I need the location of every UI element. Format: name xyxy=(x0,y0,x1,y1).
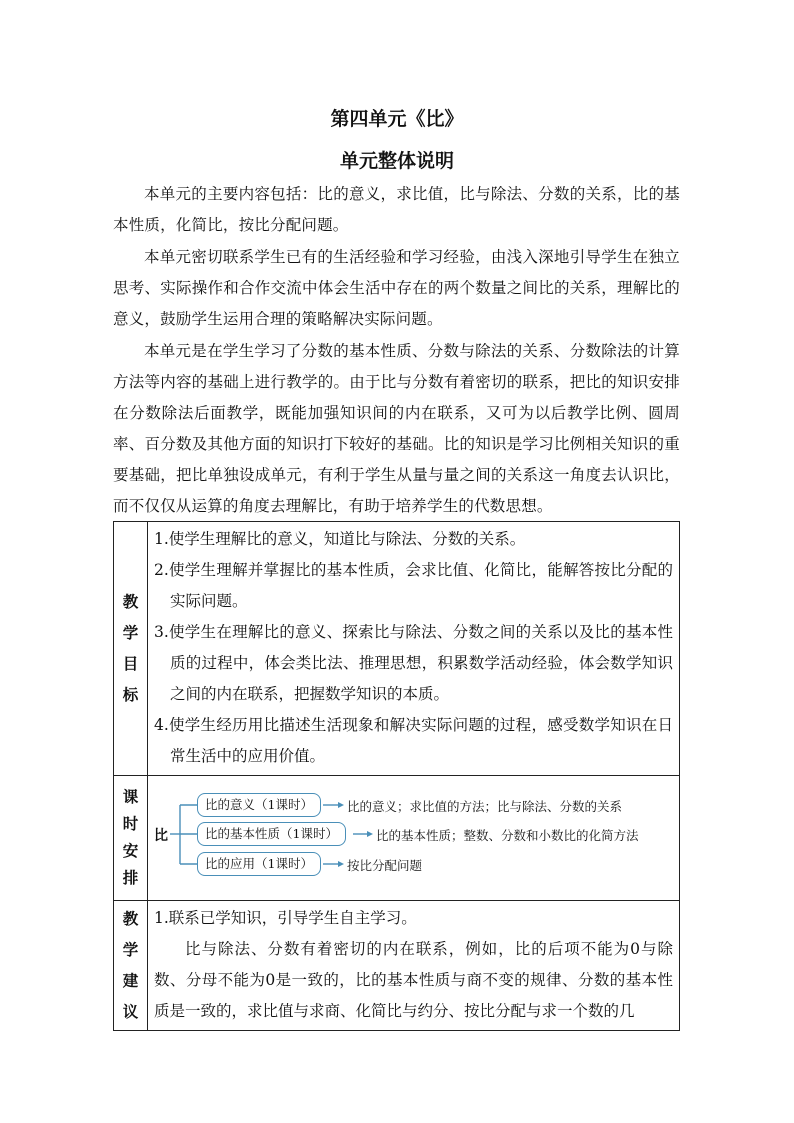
suggestion-text: 比与除法、分数有着密切的内在联系，例如，比的后项不能为0与除数、分母不能为0是一致的，比的基本性质与商不变的规律、分数的基本性质是一致的，求比值与求商、化简比与约分、按比分配与求一个数的几 xyxy=(154,940,673,1020)
goals-label xyxy=(114,522,148,776)
goal-item: 2.使学生理解并掌握比的基本性质，会求比值、化简比，能解答按比分配的实际问题。 xyxy=(154,561,673,610)
goals-row xyxy=(114,522,680,776)
suggestions-label xyxy=(114,901,148,1031)
intro-paragraph: 本单元密切联系学生已有的生活经验和学习经验，由浅入深地引导学生在独立思考、实际操作和合作交流中体会生活中存在的两个数量之间比的关系，理解比的意义，鼓励学生运用合理的策略解决实际问题。 xyxy=(113,248,680,328)
page-title: 第四单元《比》 xyxy=(330,108,464,130)
schedule-cell xyxy=(148,776,680,901)
schedule-label xyxy=(114,776,148,901)
goal-item: 3.使学生在理解比的意义、探索比与除法、分数之间的关系以及比的基本性质的过程中，体会类比法、推理思想，积累数学活动经验，体会数学知识之间的内在联系，把握数学知识的本质。 xyxy=(154,623,673,703)
lesson-box: 比的应用（1课时） xyxy=(197,852,321,876)
unit-plan-table xyxy=(113,521,680,1031)
intro-paragraph: 本单元是在学生学习了分数的基本性质、分数与除法的关系、分数除法的计算方法等内容的基础上进行教学的。由于比与分数有着密切的联系，把比的知识安排在分数除法后面教学，既能加强知识间的内在联系，又可为以后教学比例、圆周率、百分数及其他方面的知识打下较好的基础。比的知识是学习比例相关知识的重要基础，把比单独设成单元，有利于学生从量与量之间的关系这一角度去认识比，而不仅仅从运算的角度去理解比，有助于培养学生的代数思想。 xyxy=(113,342,680,515)
lesson-box: 比的基本性质（1课时） xyxy=(197,822,346,846)
section-title: 单元整体说明 xyxy=(339,150,454,172)
lesson-box: 比的意义（1课时） xyxy=(197,793,321,817)
goal-item: 4.使学生经历用比描述生活现象和解决实际问题的过程，感受数学知识在日常生活中的应用价值。 xyxy=(154,716,673,765)
suggestions-cell xyxy=(148,901,680,1031)
lesson-description: 按比分配问题 xyxy=(347,858,423,873)
schedule-row xyxy=(114,776,680,901)
lesson-description: 比的基本性质；整数、分数和小数比的化简方法 xyxy=(376,828,639,843)
goals-label-text: 教学目标 xyxy=(122,592,139,704)
goals-cell xyxy=(148,522,680,776)
suggestion-heading: 1.联系已学知识，引导学生自主学习。 xyxy=(154,909,417,927)
schedule-label-text: 课时安排 xyxy=(122,788,139,887)
intro-paragraph: 本单元的主要内容包括：比的意义，求比值，比与除法、分数的关系，比的基本性质，化简比，按比分配问题。 xyxy=(113,185,680,234)
lesson-description: 比的意义；求比值的方法；比与除法、分数的关系 xyxy=(347,799,623,814)
suggestions-label-text: 教学建议 xyxy=(122,909,139,1021)
schedule-root: 比 xyxy=(154,828,168,844)
schedule-diagram xyxy=(148,776,679,900)
goal-item: 1.使学生理解比的意义，知道比与除法、分数的关系。 xyxy=(154,530,526,548)
suggestions-row xyxy=(114,901,680,1031)
